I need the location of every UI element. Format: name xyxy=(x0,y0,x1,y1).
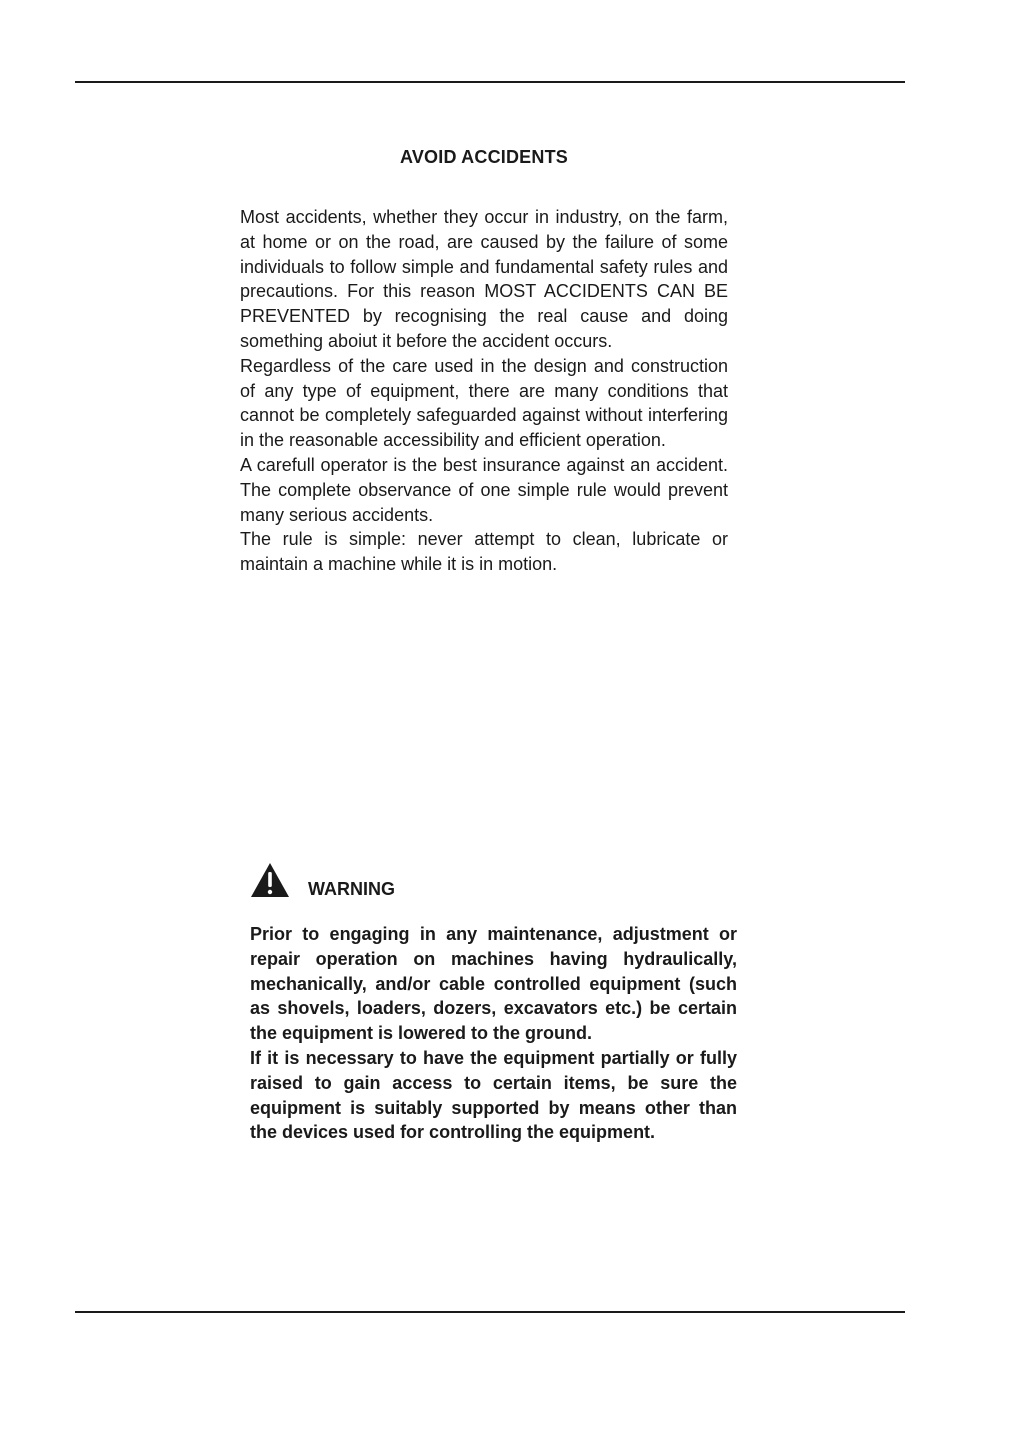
footer-divider xyxy=(75,1311,905,1313)
warning-paragraph-lower: Prior to engaging in any maintenance, adjustment or repair operation on machines having hydraulically, mechanically, and/or cable controlled equipment (such as shovels, loaders, dozers, excavators etc.) be certain the equipment is lowered to the ground. xyxy=(250,924,737,1044)
header-divider xyxy=(75,81,905,83)
paragraph-operator: A carefull operator is the best insurance against an accident. The complete observance of one simple rule would prevent many serious accidents. xyxy=(240,454,728,525)
page-title xyxy=(240,147,728,168)
warning-header xyxy=(250,862,395,898)
paragraph-design: Regardless of the care used in the design and construction of any type of equipment, there are many conditions that cannot be completely safeguarded against without interfering in the reasonable accessibility and efficient operation. xyxy=(240,355,728,451)
warning-text xyxy=(250,922,737,1145)
title-text: AVOID ACCIDENTS xyxy=(399,147,568,167)
paragraph-intro: Most accidents, whether they occur in industry, on the farm, at home or on the road, are caused by the failure of some individuals to follow simple and fundamental safety rules and precautions. For this reason MOST ACCIDENTS CAN BE PREVENTED by recognising the real cause and doing something aboiut it before the accident occurs. xyxy=(240,207,728,351)
paragraph-rule: The rule is simple: never attempt to clean, lubricate or maintain a machine while it is in motion. xyxy=(240,529,728,575)
warning-label: WARNING xyxy=(308,878,395,899)
safety-intro-text xyxy=(240,205,728,577)
warning-paragraph-support: If it is necessary to have the equipment partially or fully raised to gain access to certain items, be sure the equipment is suitably supported by means other than the devices used for controlling the equipment. xyxy=(250,1047,737,1143)
warning-triangle-icon xyxy=(250,862,290,898)
